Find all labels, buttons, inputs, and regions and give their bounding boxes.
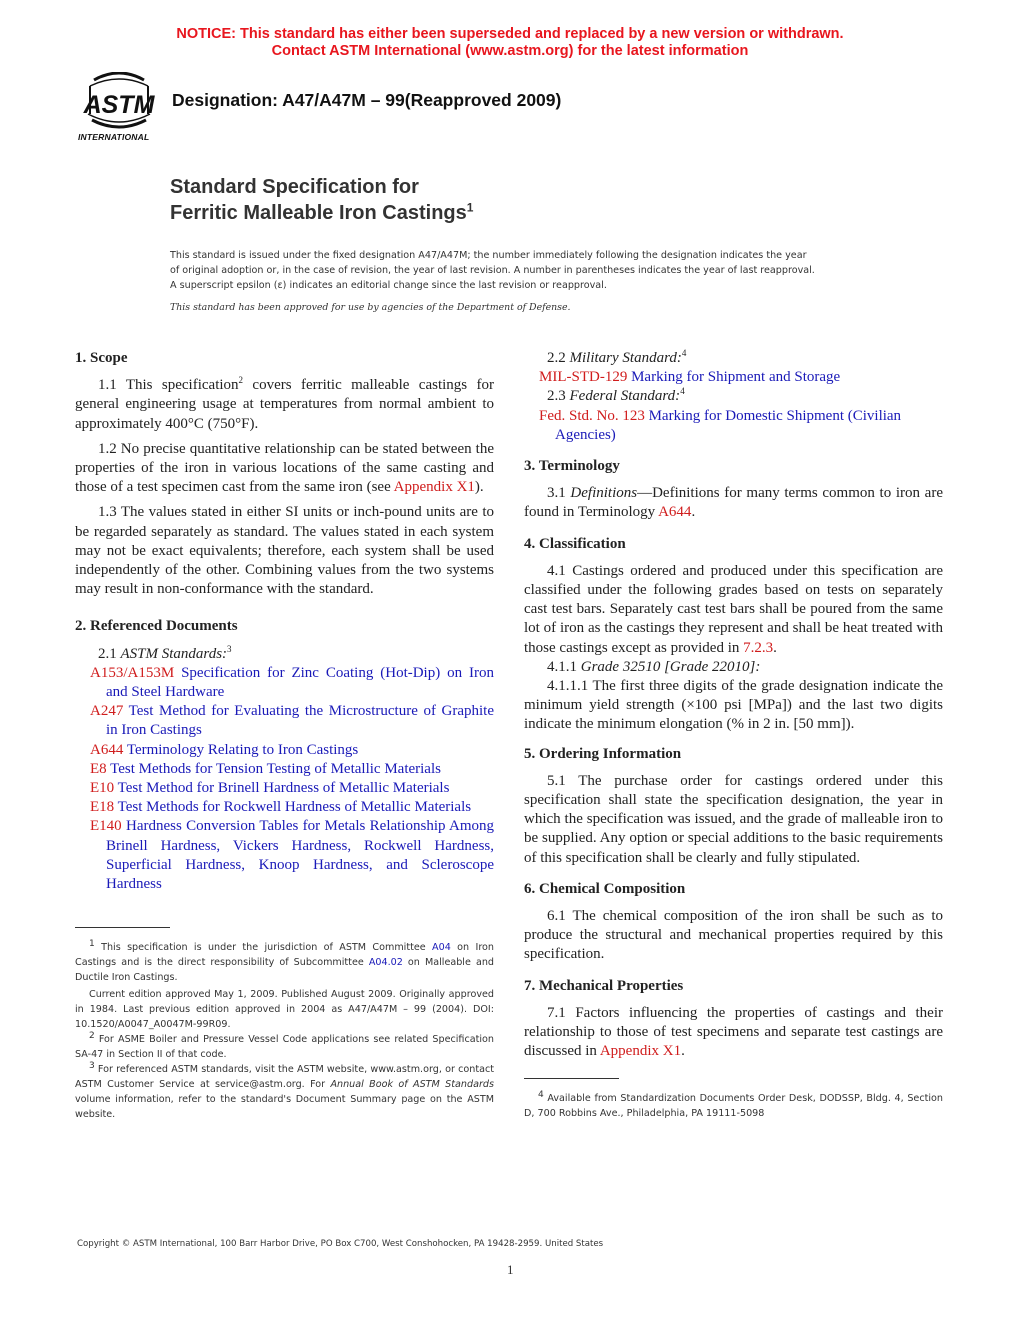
reference-title[interactable]: Hardness Conversion Tables for Metals Relationship Among Brinell Hardness, Vickers Hardness, Rockwell Hardness, Superficial Hardness, Knoop Hardness, and Scleroscope Hardness: [106, 818, 494, 893]
reference-title[interactable]: Test Method for Brinell Hardness of Metallic Materials: [114, 780, 450, 797]
a04-02-link[interactable]: A04.02: [368, 957, 403, 969]
reference-code[interactable]: E8: [90, 760, 107, 777]
reference-code[interactable]: A247: [90, 703, 124, 720]
reference-code[interactable]: A153/A153M: [90, 664, 175, 681]
astm-logo: [74, 72, 164, 146]
designation: Designation: A47/A47M – 99(Reapproved 2009): [172, 90, 562, 110]
reference-title[interactable]: Terminology Relating to Iron Castings: [123, 741, 359, 758]
reference-code[interactable]: A644: [90, 741, 124, 758]
section-7-2-3-link[interactable]: 7.2.3: [743, 639, 774, 656]
paragraph-4-1-1-1: 4.1.1.1 The first three digits of the grade designation indicate the minimum yield strength (×100 psi [MPa]) and the last two digits indicate the minimum elongation (% in 2 in. [50 mm]).: [524, 678, 943, 733]
footnote-4: $^4$ Available from Standardization Documents Order Desk, DODSSP, Bldg. 4, Section D, 700 Robbins Ave., Philadelphia, PA 19111-5098: [524, 1089, 943, 1119]
paragraph-1-3: 1.3 The values stated in either SI units or inch-pound units are to be regarded separately as standard. The values stated in each system may not be exact equivalents; therefore, each system shall be used independently of the other. Combining values from the two systems may result in non-conformance with the standard.: [75, 504, 494, 598]
section-6-heading: 6. Chemical Composition: [524, 880, 686, 897]
subsection-2-2: 2.2 Military Standard:$^4$: [547, 348, 687, 366]
paragraph-4-1-1: 4.1.1 Grade 32510 [Grade 22010]:: [547, 658, 761, 675]
reference-code[interactable]: E10: [90, 780, 115, 797]
subsection-2-3: 2.3 Federal Standard:$^4$: [547, 386, 685, 405]
title-line-1: Standard Specification for: [170, 176, 419, 198]
notice-line-1: NOTICE: This standard has either been superseded and replaced by a new version or withdrawn.: [176, 26, 844, 42]
right-footnotes: [524, 1091, 943, 1121]
reference-title[interactable]: Test Method for Evaluating the Microstructure of Graphite in Iron Castings: [106, 703, 494, 739]
reference-item[interactable]: [75, 760, 494, 779]
reference-code[interactable]: E140: [90, 818, 122, 835]
reference-item[interactable]: [75, 817, 494, 894]
section-5-heading: 5. Ordering Information: [524, 745, 682, 762]
reference-item[interactable]: [75, 741, 494, 760]
footnote-rule: [75, 927, 170, 928]
paragraph-6-1: 6.1 The chemical composition of the iron shall be such as to produce the structural and mechanical properties required by this specification.: [524, 908, 943, 963]
copyright: Copyright © ASTM International, 100 Barr Harbor Drive, PO Box C700, West Conshohocken, PA 19428-2959. United States: [77, 1239, 604, 1249]
reference-title[interactable]: Test Methods for Rockwell Hardness of Metallic Materials: [114, 799, 472, 816]
a04-link[interactable]: A04: [432, 942, 451, 954]
reference-item[interactable]: [75, 798, 494, 817]
subsection-2-1: 2.1 ASTM Standards:$^3$: [98, 643, 232, 662]
astm-reference-list: [75, 664, 494, 894]
reference-code[interactable]: E18: [90, 799, 115, 816]
footnote-1-edition: Current edition approved May 1, 2009. Published August 2009. Originally approved in 1984. Last previous edition approved in 2004 as A47/A47M – 99 (2004). DOI: 10.1520/A0047_A0047M-99R09.: [75, 989, 494, 1031]
section-3-heading: 3. Terminology: [524, 458, 620, 475]
paragraph-3-1: 3.1 Definitions—Definitions for many terms common to iron are found in Terminology A644.: [524, 485, 943, 521]
dod-approval-note: This standard has been approved for use by agencies of the Department of Defense.: [170, 302, 571, 313]
footnote-rule-right: [524, 1078, 619, 1079]
title-line-2: Ferritic Malleable Iron Castings$^1$: [170, 200, 474, 224]
paragraph-1-2: 1.2 No precise quantitative relationship can be stated between the properties of the iron in various locations of the same casting and those of a test specimen cast from the same iron (see Appendix X1).: [75, 440, 494, 496]
footnote-1: $^1$ This specification is under the jurisdiction of ASTM Committee A04 on Iron Castings and is the direct responsibility of Subcommittee A04.02 on Malleable and Ductile Iron Castings.: [75, 939, 494, 984]
footnote-2: $^2$ For ASME Boiler and Pressure Vessel Code applications see related Specification SA-47 in Section II of that code.: [75, 1031, 494, 1061]
paragraph-4-1: 4.1 Castings ordered and produced under this specification are classified under the following grades based on tests on separately cast test bars. Separately cast test bars shall be poured from the same lot of iron as the castings they represent and shall be heat treated with those castings except as provided in 7.2.3.: [524, 562, 943, 656]
fed-std-reference[interactable]: Fed. Std. No. 123 Marking for Domestic Shipment (Civilian Agencies): [539, 407, 902, 443]
section-1-heading: 1. Scope: [75, 350, 128, 366]
section-7-heading: 7. Mechanical Properties: [524, 977, 684, 994]
appendix-x1-link[interactable]: Appendix X1: [393, 479, 475, 496]
left-column: [75, 349, 494, 1122]
logo-subtitle: INTERNATIONAL: [78, 132, 150, 142]
reference-item[interactable]: [75, 779, 494, 798]
footnote-3: $^3$ For referenced ASTM standards, visit the ASTM website, www.astm.org, or contact ASTM Customer Service at service@astm.org. For Annual Book of ASTM Standards volume information, refer to the standard's Document Summary page on the ASTM website.: [75, 1061, 494, 1121]
superseded-notice: [0, 26, 1020, 60]
section-4-heading: 4. Classification: [524, 535, 626, 552]
a644-link[interactable]: A644: [658, 504, 692, 521]
paragraph-1-1: 1.1 This specification$^2$ covers ferritic malleable castings for general engineering usage at temperatures from normal ambient to approximately 400°C (750°F).: [75, 375, 495, 432]
page-number: 1: [507, 1262, 514, 1277]
mil-std-reference[interactable]: MIL-STD-129 Marking for Shipment and Storage: [539, 369, 841, 386]
reference-item[interactable]: [75, 702, 494, 740]
paragraph-7-1: 7.1 Factors influencing the properties of castings and their relationship to those of test specimens and separate test castings are discussed in Appendix X1.: [524, 1004, 943, 1060]
left-footnotes: [75, 940, 494, 1122]
paragraph-5-1: 5.1 The purchase order for castings ordered under this specification shall state the specification designation, the year in which the specification was issued, and the grade of malleable iron to be supplied. Any option or special additions to the basic requirements of this specification shall be clearly and fully stipulated.: [524, 772, 943, 866]
svg-text:ASTM: ASTM: [83, 91, 155, 119]
document-title: [170, 174, 473, 226]
reference-title[interactable]: Specification for Zinc Coating (Hot-Dip) on Iron and Steel Hardware: [106, 664, 494, 701]
issuance-note: This standard is issued under the fixed designation A47/A47M; the number immediately following the designation indicates the year of original adoption or, in the case of revision, the year of last revision. A number in parentheses indicates the year of last reapproval. A superscript epsilon (ε) indicates an editorial change since the last revision or reapproval.: [170, 250, 815, 291]
appendix-x1-link-2[interactable]: Appendix X1: [599, 1043, 682, 1060]
reference-title[interactable]: Test Methods for Tension Testing of Metallic Materials: [106, 760, 441, 777]
reference-item[interactable]: [75, 664, 494, 702]
section-2-heading: 2. Referenced Documents: [75, 618, 238, 635]
right-column: [524, 349, 943, 1121]
notice-line-2: Contact ASTM International (www.astm.org) for the latest information: [271, 43, 749, 59]
